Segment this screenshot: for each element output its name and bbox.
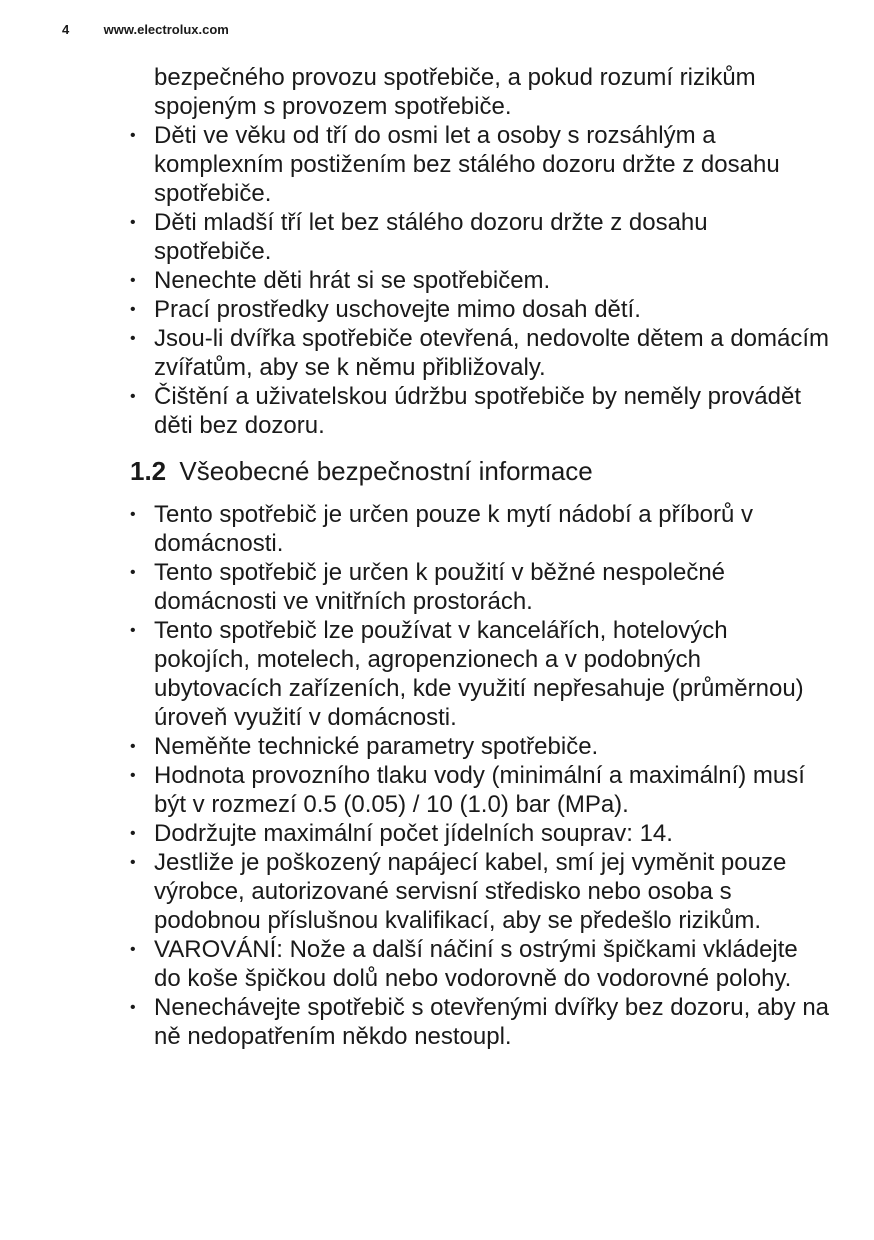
section-heading bbox=[130, 456, 830, 486]
list-item: • Nenechte děti hrát si se spotřebičem. bbox=[130, 266, 830, 295]
list-item: • Prací prostředky uschovejte mimo dosah dětí. bbox=[130, 295, 830, 324]
list-item: • Nenechávejte spotřebič s otevřenými dvířky bez dozoru, aby na ně nedopatřením někdo nestoupl. bbox=[130, 993, 830, 1051]
continuation-text: bezpečného provozu spotřebiče, a pokud rozumí rizikům spojeným s provozem spotřebiče. bbox=[154, 64, 756, 120]
section-title: Všeobecné bezpečnostní informace bbox=[179, 456, 593, 486]
list-item: • Čištění a uživatelskou údržbu spotřebiče by neměly provádět děti bez dozoru. bbox=[130, 382, 830, 440]
list-item: • Děti mladší tří let bez stálého dozoru držte z dosahu spotřebiče. bbox=[130, 208, 830, 266]
list-item: • Tento spotřebič je určen pouze k mytí nádobí a příborů v domácnosti. bbox=[130, 500, 830, 558]
section-number: 1.2 bbox=[130, 456, 167, 486]
section-1-1-list bbox=[130, 121, 830, 440]
list-item: • Tento spotřebič lze používat v kancelářích, hotelových pokojích, motelech, agropenzionech a v podobných ubytovacích zařízeních, kde využití nepřesahuje (průměrnou) úroveň využití v domácnosti. bbox=[130, 616, 830, 732]
list-item: • Hodnota provozního tlaku vody (minimální a maximální) musí být v rozmezí 0.5 (0.05) / 10 (1.0) bar (MPa). bbox=[130, 761, 830, 819]
website-url: www.electrolux.com bbox=[103, 22, 229, 37]
list-item: • Dodržujte maximální počet jídelních souprav: 14. bbox=[130, 819, 830, 848]
page-content bbox=[130, 63, 830, 1051]
list-item: • Jsou-li dvířka spotřebiče otevřená, nedovolte dětem a domácím zvířatům, aby se k němu přibližovaly. bbox=[130, 324, 830, 382]
list-item: • Děti ve věku od tří do osmi let a osoby s rozsáhlým a komplexním postižením bez stálého dozoru držte z dosahu spotřebiče. bbox=[130, 121, 830, 208]
list-item: • VAROVÁNÍ: Nože a další náčiní s ostrými špičkami vkládejte do koše špičkou dolů nebo vodorovně do vodorovné polohy. bbox=[130, 935, 830, 993]
page-number: 4 bbox=[62, 22, 70, 37]
page-header bbox=[62, 22, 229, 37]
section-1-2-list bbox=[130, 500, 830, 1051]
list-item: • Neměňte technické parametry spotřebiče. bbox=[130, 732, 830, 761]
list-item: • Tento spotřebič je určen k použití v běžné nespolečné domácnosti ve vnitřních prostorách. bbox=[130, 558, 830, 616]
list-item: • Jestliže je poškozený napájecí kabel, smí jej vyměnit pouze výrobce, autorizované servisní středisko nebo osoba s podobnou příslušnou kvalifikací, aby se předešlo rizikům. bbox=[130, 848, 830, 935]
